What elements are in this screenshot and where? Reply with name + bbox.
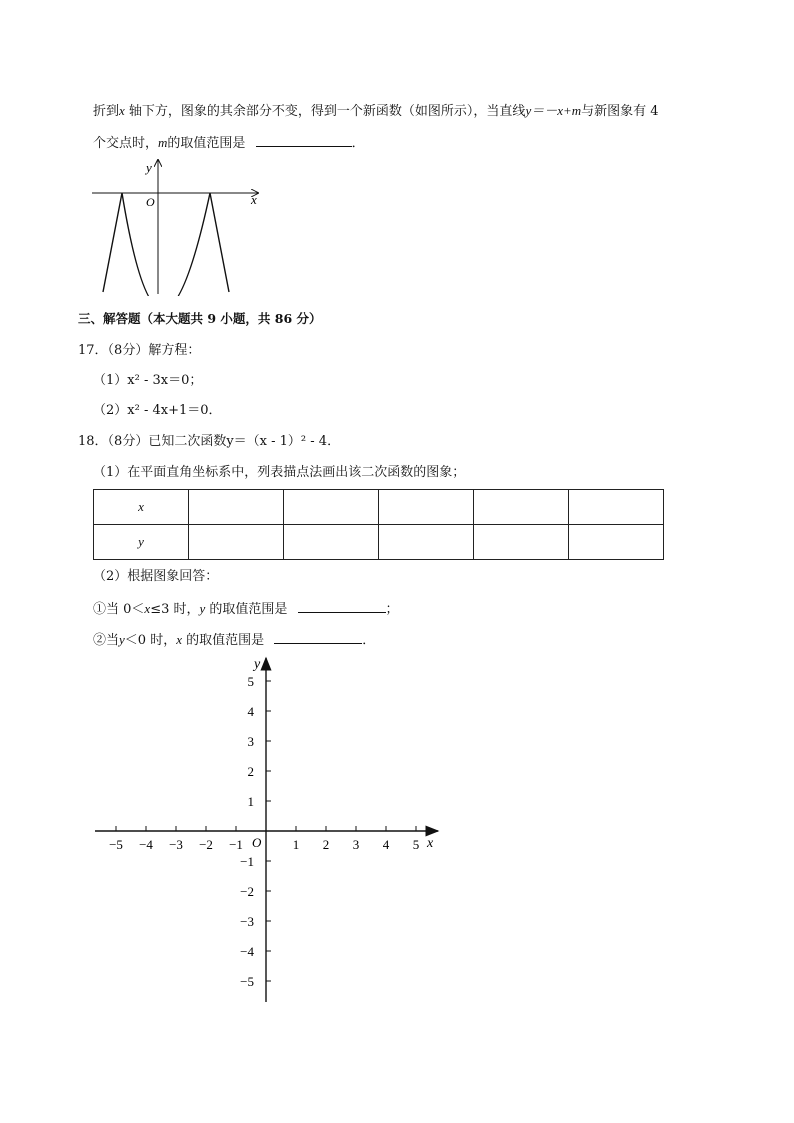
q17-part-1-equation: x² - 3x＝0； [127,373,203,388]
grid-x-tick-label: 3 [352,837,360,852]
grid-y-tick-label: 3 [247,734,254,749]
grid-y-tick-label: −3 [240,914,254,929]
section-heading: 三、解答题（本大题共 9 小题，共 86 分） [78,311,322,326]
table-cell[interactable] [474,525,569,560]
table-cell[interactable] [569,490,664,525]
q18-sub-2-end: ． [362,633,376,648]
grid-origin-label: O [252,835,262,850]
q16-folded-parabola [103,193,229,296]
q16-figure [88,156,268,296]
q17-part-1 [93,371,202,391]
grid-x-tick-label: 2 [322,837,330,852]
q18-sub-2-text: ＜0 时， [124,633,177,648]
q18-sub-1 [93,598,399,620]
q16-line-2 [93,132,365,154]
grid-x-tick-label: −3 [169,837,183,852]
q16-answer-blank[interactable] [256,132,352,147]
q16-period: ． [351,136,365,151]
grid-y-tick-label: −5 [240,974,254,989]
q18-sub-1-answer-blank[interactable] [298,598,386,613]
q16-origin-label: O [146,195,155,209]
q16-var-m: m [158,135,168,150]
table-cell[interactable] [189,525,284,560]
q17-part-1-number: （1） [93,373,128,388]
q17-part-2-number: （2） [93,403,128,418]
table-cell[interactable] [474,490,569,525]
grid-y-label: y [254,657,261,672]
q18-stem [78,432,340,452]
grid-x-tick-label: 5 [412,837,420,852]
grid-y-tick-label: 4 [247,704,254,719]
q16-text: 轴下方，图象的其余部分不变，得到一个新函数（如图所示），当直线 [124,104,526,119]
table-cell[interactable] [189,490,284,525]
table-cell[interactable] [569,525,664,560]
table-header-x: x [94,490,189,525]
table-header-y: y [94,525,189,560]
q16-text: 个交点时， [93,136,159,151]
q18-function: y＝（x - 1）² - 4． [226,434,341,449]
grid-y-tick-label: 2 [247,764,254,779]
grid-y-tick-label: −1 [240,854,254,869]
grid-x-tick-label: −2 [199,837,213,852]
grid-x-tick-label: −5 [109,837,123,852]
grid-y-tick-label: −4 [240,944,254,959]
grid-x-tick-label: −4 [139,837,153,852]
q18-sub-1-text: ①当 0＜ [93,602,145,617]
table-cell[interactable] [379,525,474,560]
q18-value-table [93,489,664,560]
grid-y-tick-label: −2 [240,884,254,899]
q18-sub-2-var-y: y [119,632,125,647]
q18-sub-2-text: ②当 [93,633,120,648]
q16-var-x: x [119,103,125,118]
q16-line-1 [93,101,659,122]
q18-sub-1-text: 的取值范围是 [205,602,288,617]
q17-part-2 [93,401,222,421]
q18-sub-2 [93,629,375,651]
q18-sub-2-text: 的取值范围是 [181,633,265,648]
q18-sub-1-var-y: y [199,601,206,616]
q18-part-2: （2）根据图象回答： [93,569,219,584]
q18-sub-2-answer-blank[interactable] [274,629,362,644]
q16-y-label: y [146,160,152,175]
q18-sub-1-var-x: x [144,601,151,616]
q18-sub-1-end: ； [385,602,399,617]
table-cell[interactable] [284,525,379,560]
q16-text: 折到 [93,104,120,119]
q16-x-label: x [251,192,257,207]
grid-x-tick-label: 1 [292,837,300,852]
q17-part-2-equation: x² - 4x+1＝0． [127,403,222,418]
table-row [94,525,664,560]
table-cell[interactable] [379,490,474,525]
table-row [94,490,664,525]
q18-sub-2-var-x: x [176,632,182,647]
q16-line-equation: y＝－x+m [525,103,582,118]
grid-y-tick-label: 1 [247,794,254,809]
table-cell[interactable] [284,490,379,525]
grid-x-tick-label: −1 [229,837,243,852]
grid-x-label: x [427,836,434,851]
q18-part-1: （1）在平面直角坐标系中，列表描点法画出该二次函数的图象； [93,465,466,480]
q16-text: 的取值范围是 [167,136,246,151]
q18-sub-1-text: ≤3 时， [150,602,200,617]
q17-stem: 17．（8分）解方程： [78,343,201,358]
grid-y-tick-label: 5 [247,674,254,689]
q18-stem-text: 18．（8分）已知二次函数 [78,434,227,449]
coordinate-plane[interactable] [90,652,450,1007]
grid-x-tick-label: 4 [382,837,390,852]
q16-text: 与新图象有 4 [581,104,659,119]
